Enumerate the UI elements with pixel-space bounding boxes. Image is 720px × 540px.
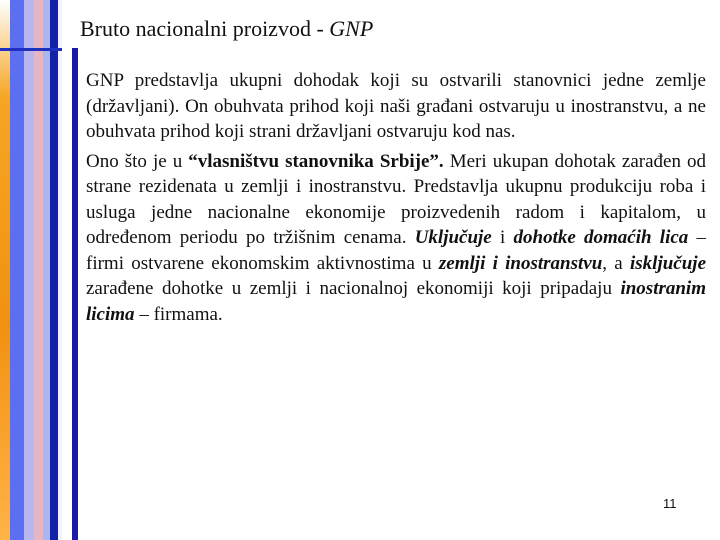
page-number: 11 bbox=[663, 496, 677, 511]
title-text: Bruto nacionalni proizvod - bbox=[80, 16, 330, 41]
paragraph-2: Ono što je u “vlasništvu stanovnika Srbije”. Meri ukupan dohotak zarađen od strane rezidenata u zemlji i inostranstvu. Predstavlja ukupnu produkciju roba i usluga jedne nacionalne ekonomije proizvedenih radom i kapitalom, u određenom periodu po tržišnim cenama. Uključuje i dohotke domaćih lica – firmi ostvarene ekonomskim aktivnostima u zemlji i inostranstvu, a isključuje zarađene dohotke u zemlji i nacionalnoj ekonomiji koji pripadaju inostranim licima – firmama. bbox=[86, 150, 707, 325]
vertical-rule bbox=[72, 48, 78, 540]
decorative-side-bars bbox=[0, 0, 62, 540]
light-blue-bar bbox=[43, 0, 50, 540]
emph-zemlji: zemlji i inostranstvu bbox=[438, 252, 603, 274]
title-abbr: GNP bbox=[329, 16, 374, 41]
quote-ownership: “vlasništvu stanovnika Srbije”. bbox=[188, 150, 444, 172]
emph-ukljucuje: Uključuje bbox=[414, 227, 492, 248]
emph-dohotke: dohotke domaćih lica bbox=[513, 227, 689, 248]
navy-bar bbox=[50, 0, 58, 540]
emph-iskljucuje: isključuje bbox=[630, 252, 707, 274]
white-bar bbox=[58, 0, 62, 540]
slide-body bbox=[86, 68, 706, 331]
orange-bar bbox=[0, 0, 10, 540]
blue-bar bbox=[10, 0, 24, 540]
pink-bar bbox=[34, 0, 43, 540]
emph-inostranim: inostranim licima bbox=[86, 278, 706, 325]
title-underline bbox=[0, 48, 62, 51]
lilac-bar bbox=[24, 0, 34, 540]
slide-title bbox=[80, 16, 373, 42]
paragraph-1: GNP predstavlja ukupni dohodak koji su ostvarili stanovnici jedne zemlje (državljani). On obuhvata prihod koji naši građani ostvaruju u inostranstvu, a ne obuhvata prihod koji strani državljani ostvaruju kod nas. bbox=[86, 70, 706, 142]
